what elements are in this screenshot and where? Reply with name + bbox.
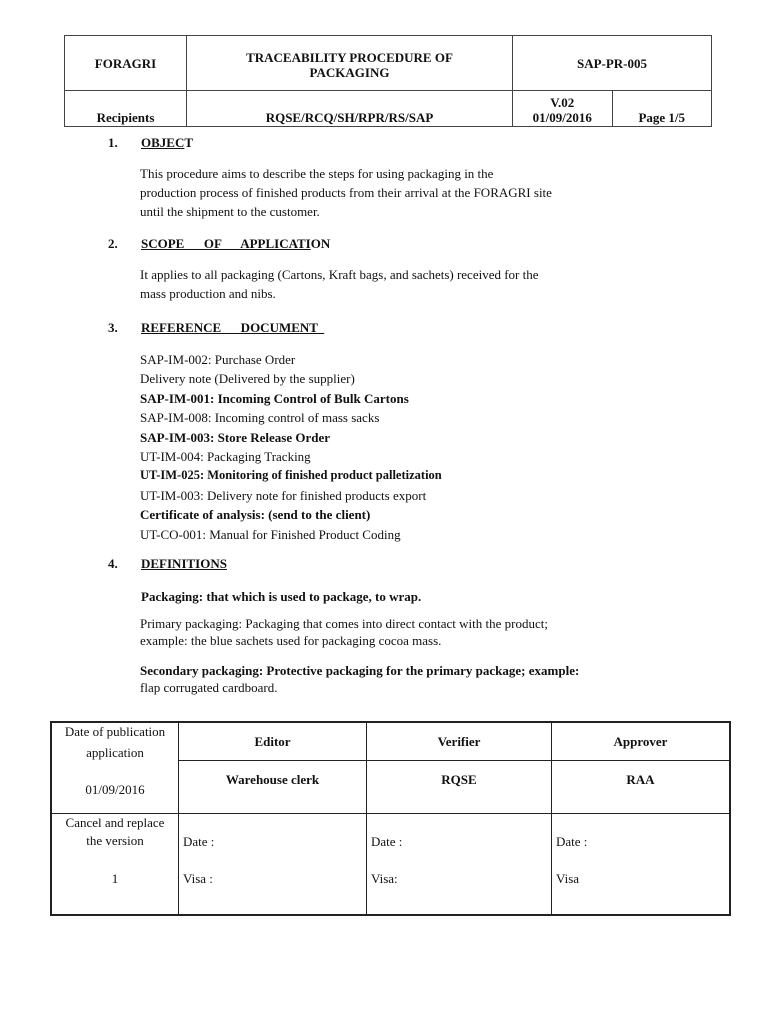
editor-date: Date : — [183, 834, 215, 849]
section-2-number: 2. — [108, 236, 118, 251]
publication-date-cell — [51, 722, 179, 814]
reference-item: Delivery note (Delivered by the supplier) — [140, 371, 355, 387]
secondary-packaging-line1: Secondary packaging: Protective packaging for the primary package; example: — [140, 663, 580, 678]
section-2-text — [140, 265, 539, 303]
reference-item: UT-IM-025: Monitoring of finished product palletization — [140, 468, 442, 483]
reference-item: SAP-IM-002: Purchase Order — [140, 352, 296, 367]
section-2-line: It applies to all packaging (Cartons, Kraft bags, and sachets) received for the — [140, 267, 539, 282]
section-1-line: production process of finished products from their arrival at the FORAGRI site — [140, 185, 552, 200]
secondary-packaging-definition — [140, 662, 579, 696]
secondary-packaging-line2: flap corrugated cardboard. — [140, 680, 278, 695]
recipients-value: RQSE/RCQ/SH/RPR/RS/SAP — [187, 91, 513, 127]
editor-value: Warehouse clerk — [179, 761, 367, 814]
cancel-label-line2: the version — [86, 833, 144, 848]
version-cell — [513, 91, 613, 127]
section-1-number: 1. — [108, 135, 118, 150]
application-label: application — [86, 745, 144, 760]
approval-table — [50, 721, 731, 916]
section-1-line: until the shipment to the customer. — [140, 204, 320, 219]
section-4-title-underlined: DEFINITIONS — [141, 556, 227, 571]
section-4-title — [141, 556, 227, 572]
primary-packaging-line2: example: the blue sachets used for packaging cocoa mass. — [140, 633, 442, 648]
reference-item: SAP-IM-001: Incoming Control of Bulk Cartons — [140, 390, 409, 406]
document-title-line2: PACKAGING — [309, 65, 390, 80]
approver-date: Date : — [556, 834, 588, 849]
version-number: V.02 — [550, 95, 575, 110]
approver-header: Approver — [552, 722, 731, 761]
cancel-version: 1 — [111, 871, 119, 886]
approver-value: RAA — [552, 761, 731, 814]
reference-item: SAP-IM-003: Store Release Order — [140, 429, 331, 445]
reference-item: UT-IM-003: Delivery note for finished products export — [140, 487, 427, 503]
cancel-replace-cell — [51, 814, 179, 916]
reference-item: UT-IM-004: Packaging Tracking — [140, 448, 311, 464]
section-3-number: 3. — [108, 320, 118, 335]
reference-item: Certificate of analysis: (send to the client) — [140, 507, 371, 523]
verifier-signature-cell — [367, 814, 552, 916]
section-1-line: This procedure aims to describe the steps for using packaging in the — [140, 166, 494, 181]
approver-signature-cell — [552, 814, 731, 916]
section-2-title-underlined: SCOPE OF APPLICATI — [141, 236, 311, 251]
publication-date: 01/09/2016 — [85, 782, 145, 797]
document-title-line1: TRACEABILITY PROCEDURE OF — [246, 50, 453, 65]
section-2-title-rest: ON — [310, 236, 331, 251]
reference-item: UT-CO-001: Manual for Finished Product Coding — [140, 526, 401, 542]
primary-packaging-definition — [140, 615, 548, 649]
section-1-title — [141, 135, 193, 151]
document-header — [64, 35, 712, 127]
reference-list — [140, 350, 442, 544]
section-3-title-underlined: REFERENCE DOCUMENT — [141, 320, 325, 335]
packaging-definition: Packaging: that which is used to package, to wrap. — [141, 589, 422, 604]
verifier-value: RQSE — [367, 761, 552, 814]
cancel-label-line1: Cancel and replace — [65, 815, 165, 830]
section-1-text — [140, 164, 552, 221]
publication-label: Date of publication — [64, 724, 166, 739]
editor-visa: Visa : — [183, 871, 213, 886]
editor-signature-cell — [179, 814, 367, 916]
page-number: Page 1/5 — [612, 91, 712, 127]
document-title — [187, 36, 513, 91]
verifier-date: Date : — [371, 834, 403, 849]
company-name: FORAGRI — [65, 36, 187, 91]
editor-header: Editor — [179, 722, 367, 761]
section-4-number: 4. — [108, 556, 118, 571]
primary-packaging-line1: Primary packaging: Packaging that comes into direct contact with the product; — [140, 616, 548, 631]
document-code: SAP-PR-005 — [513, 36, 712, 91]
verifier-visa: Visa: — [371, 871, 398, 886]
section-2-title — [141, 236, 330, 252]
version-date: 01/09/2016 — [532, 110, 592, 125]
section-2-line: mass production and nibs. — [140, 286, 276, 301]
recipients-label: Recipients — [65, 91, 187, 127]
reference-item: SAP-IM-008: Incoming control of mass sacks — [140, 410, 380, 426]
verifier-header: Verifier — [367, 722, 552, 761]
approver-visa: Visa — [556, 871, 580, 886]
section-1-title-rest: T — [184, 135, 194, 150]
section-1-title-underlined: OBJEC — [141, 135, 185, 150]
section-3-title — [141, 320, 324, 336]
